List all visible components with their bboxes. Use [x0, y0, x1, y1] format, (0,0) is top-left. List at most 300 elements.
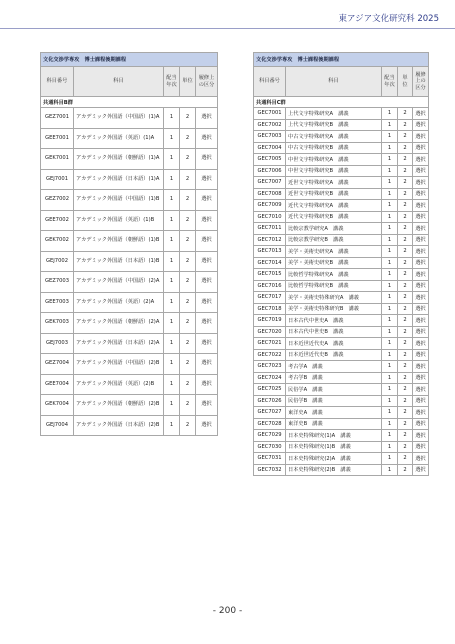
cell-code: GEC7007	[254, 177, 286, 189]
cell-eval: 選択	[413, 257, 429, 269]
table-row	[254, 119, 429, 131]
cell-eval: 選択	[413, 119, 429, 131]
cell-year: 1	[382, 303, 398, 315]
cell-eval: 選択	[413, 441, 429, 453]
cell-eval: 選択	[196, 354, 218, 375]
cell-credits: 2	[180, 292, 196, 313]
cell-year: 1	[164, 354, 180, 375]
cell-year: 1	[382, 453, 398, 465]
cell-code: GEC7018	[254, 303, 286, 315]
cell-year: 1	[382, 108, 398, 120]
cell-course-name: 美学・美術史特殊研究B 講義	[286, 303, 382, 315]
cell-code: GEC7012	[254, 234, 286, 246]
page-number: - 200 -	[212, 606, 243, 616]
cell-course-name: アカデミック外国語（日本語）(1)A	[74, 169, 164, 190]
cell-eval: 選択	[413, 464, 429, 476]
cell-course-name: アカデミック外国語（中国語）(2)B	[74, 354, 164, 375]
col-header-year: 配当年次	[164, 67, 180, 97]
cell-course-name: 比較宗教学研究A 講義	[286, 223, 382, 235]
table-row	[254, 430, 429, 442]
cell-code: GEC7014	[254, 257, 286, 269]
cell-year: 1	[382, 154, 398, 166]
cell-year: 1	[382, 292, 398, 304]
cell-course-name: 東洋史A 講義	[286, 407, 382, 419]
table-row	[41, 354, 218, 375]
cell-year: 1	[164, 190, 180, 211]
cell-eval: 選択	[413, 418, 429, 430]
cell-course-name: 中古文字特殊研究A 講義	[286, 131, 382, 143]
cell-year: 1	[164, 169, 180, 190]
cell-eval: 選択	[413, 211, 429, 223]
cell-eval: 選択	[413, 349, 429, 361]
cell-year: 1	[382, 338, 398, 350]
cell-code: GEZ7003	[41, 272, 74, 293]
cell-code: GEC7001	[254, 108, 286, 120]
cell-year: 1	[164, 210, 180, 231]
left-table-body	[41, 53, 218, 436]
cell-year: 1	[382, 142, 398, 154]
table-row	[41, 128, 218, 149]
cell-credits: 2	[180, 190, 196, 211]
cell-code: GEJ7003	[41, 333, 74, 354]
cell-year: 1	[382, 349, 398, 361]
cell-course-name: 中古文字特殊研究B 講義	[286, 142, 382, 154]
cell-year: 1	[164, 231, 180, 252]
cell-eval: 選択	[413, 292, 429, 304]
cell-course-name: 考古学B 講義	[286, 372, 382, 384]
cell-code: GEC7024	[254, 372, 286, 384]
col-header-name: 科目	[74, 67, 164, 97]
cell-credits: 2	[180, 128, 196, 149]
cell-eval: 選択	[413, 200, 429, 212]
cell-year: 1	[164, 272, 180, 293]
table-row	[41, 313, 218, 334]
cell-code: GEC7016	[254, 280, 286, 292]
table-header-row	[41, 67, 218, 97]
cell-eval: 選択	[413, 165, 429, 177]
cell-eval: 選択	[196, 210, 218, 231]
cell-course-name: 近代文字特殊研究B 講義	[286, 211, 382, 223]
table-row	[41, 169, 218, 190]
cell-credits: 2	[398, 269, 413, 281]
table-row	[254, 280, 429, 292]
col-header-eval: 履修上の区分	[196, 67, 218, 97]
col-header-year: 配当年次	[382, 67, 398, 97]
cell-course-name: 日本近世近代史B 講義	[286, 349, 382, 361]
cell-course-name: 近世文字特殊研究A 講義	[286, 177, 382, 189]
cell-code: GEE7002	[41, 210, 74, 231]
cell-course-name: アカデミック外国語（中国語）(2)A	[74, 272, 164, 293]
table-header-row	[254, 67, 429, 97]
cell-course-name: 民俗学B 講義	[286, 395, 382, 407]
col-header-code: 科目番号	[254, 67, 286, 97]
cell-code: GEC7028	[254, 418, 286, 430]
cell-code: GEC7026	[254, 395, 286, 407]
cell-eval: 選択	[413, 395, 429, 407]
cell-credits: 2	[398, 119, 413, 131]
cell-code: GEC7002	[254, 119, 286, 131]
cell-code: GEC7020	[254, 326, 286, 338]
table-row	[41, 149, 218, 170]
table-caption: 文化交渉学専攻 博士課程後期課程	[41, 53, 218, 67]
cell-eval: 選択	[413, 269, 429, 281]
cell-eval: 選択	[413, 142, 429, 154]
cell-year: 1	[382, 326, 398, 338]
cell-course-name: アカデミック外国語（朝鮮語）(1)B	[74, 231, 164, 252]
cell-course-name: アカデミック外国語（朝鮮語）(1)A	[74, 149, 164, 170]
cell-year: 1	[164, 108, 180, 129]
cell-course-name: アカデミック外国語（朝鮮語）(2)B	[74, 395, 164, 416]
cell-code: GEZ7002	[41, 190, 74, 211]
cell-course-name: 日本史特殊研究(1)B 講義	[286, 441, 382, 453]
table-caption-row	[41, 53, 218, 67]
table-row	[41, 292, 218, 313]
cell-course-name: 日本史特殊研究(2)A 講義	[286, 453, 382, 465]
col-header-credits: 単位	[398, 67, 413, 97]
cell-year: 1	[164, 149, 180, 170]
cell-code: GEC7030	[254, 441, 286, 453]
cell-credits: 2	[180, 333, 196, 354]
cell-year: 1	[382, 246, 398, 258]
table-row	[254, 154, 429, 166]
cell-eval: 選択	[413, 453, 429, 465]
cell-year: 1	[164, 333, 180, 354]
cell-credits: 2	[398, 200, 413, 212]
table-row	[254, 303, 429, 315]
cell-credits: 2	[180, 149, 196, 170]
cell-year: 1	[382, 361, 398, 373]
cell-credits: 2	[398, 384, 413, 396]
cell-course-name: 考古学A 講義	[286, 361, 382, 373]
table-row	[41, 272, 218, 293]
cell-year: 1	[164, 251, 180, 272]
cell-code: GEJ7004	[41, 415, 74, 436]
cell-credits: 2	[398, 131, 413, 143]
cell-eval: 選択	[196, 313, 218, 334]
cell-course-name: アカデミック外国語（日本語）(2)B	[74, 415, 164, 436]
col-header-name: 科目	[286, 67, 382, 97]
group-label: 共通科目C群	[254, 97, 429, 108]
table-row	[254, 326, 429, 338]
cell-year: 1	[382, 407, 398, 419]
cell-code: GEE7004	[41, 374, 74, 395]
cell-code: GEJ7001	[41, 169, 74, 190]
cell-code: GEC7015	[254, 269, 286, 281]
table-row	[254, 211, 429, 223]
table-row	[254, 407, 429, 419]
cell-credits: 2	[180, 313, 196, 334]
table-row	[254, 338, 429, 350]
cell-code: GEC7010	[254, 211, 286, 223]
table-row	[41, 231, 218, 252]
cell-eval: 選択	[413, 361, 429, 373]
cell-credits: 2	[398, 108, 413, 120]
cell-course-name: 中世文字特殊研究A 講義	[286, 154, 382, 166]
cell-course-name: 日本史特殊研究(2)B 講義	[286, 464, 382, 476]
cell-year: 1	[382, 200, 398, 212]
table-row	[254, 349, 429, 361]
cell-code: GEJ7002	[41, 251, 74, 272]
cell-code: GEC7029	[254, 430, 286, 442]
cell-course-name: アカデミック外国語（中国語）(1)B	[74, 190, 164, 211]
cell-year: 1	[382, 395, 398, 407]
cell-eval: 選択	[196, 190, 218, 211]
cell-eval: 選択	[196, 395, 218, 416]
table-row	[254, 165, 429, 177]
cell-year: 1	[382, 441, 398, 453]
cell-code: GEC7021	[254, 338, 286, 350]
cell-course-name: アカデミック外国語（英語）(1)A	[74, 128, 164, 149]
cell-eval: 選択	[413, 246, 429, 258]
cell-eval: 選択	[196, 251, 218, 272]
cell-course-name: 美学・美術史研究A 講義	[286, 246, 382, 258]
table-row	[254, 257, 429, 269]
cell-code: GEE7003	[41, 292, 74, 313]
cell-eval: 選択	[413, 430, 429, 442]
header-title: 東アジア文化研究科 2025	[338, 14, 439, 24]
cell-year: 1	[382, 257, 398, 269]
table-row	[254, 200, 429, 212]
cell-year: 1	[382, 234, 398, 246]
cell-eval: 選択	[413, 108, 429, 120]
cell-credits: 2	[398, 211, 413, 223]
cell-credits: 2	[398, 223, 413, 235]
cell-credits: 2	[398, 142, 413, 154]
table-row	[254, 315, 429, 327]
cell-course-name: 日本古代中世史B 講義	[286, 326, 382, 338]
cell-credits: 2	[398, 292, 413, 304]
cell-year: 1	[164, 374, 180, 395]
cell-year: 1	[382, 211, 398, 223]
cell-code: GEK7003	[41, 313, 74, 334]
cell-year: 1	[382, 269, 398, 281]
cell-credits: 2	[398, 234, 413, 246]
cell-credits: 2	[180, 272, 196, 293]
cell-credits: 2	[398, 453, 413, 465]
table-row	[254, 292, 429, 304]
cell-eval: 選択	[413, 177, 429, 189]
table-row	[254, 453, 429, 465]
cell-code: GEC7032	[254, 464, 286, 476]
curriculum-table-left	[40, 52, 218, 436]
cell-course-name: 比較哲学特殊研究B 講義	[286, 280, 382, 292]
table-row	[254, 361, 429, 373]
cell-credits: 2	[398, 257, 413, 269]
table-row	[254, 234, 429, 246]
cell-year: 1	[382, 165, 398, 177]
table-row	[254, 269, 429, 281]
cell-course-name: 上代文字特殊研究B 講義	[286, 119, 382, 131]
table-row	[41, 251, 218, 272]
cell-code: GEK7004	[41, 395, 74, 416]
cell-code: GEZ7001	[41, 108, 74, 129]
cell-course-name: 上代文字特殊研究A 講義	[286, 108, 382, 120]
cell-credits: 2	[398, 326, 413, 338]
cell-eval: 選択	[413, 131, 429, 143]
cell-credits: 2	[398, 165, 413, 177]
table-row	[254, 131, 429, 143]
cell-eval: 選択	[413, 407, 429, 419]
cell-eval: 選択	[413, 315, 429, 327]
table-row	[254, 418, 429, 430]
col-header-credits: 単位	[180, 67, 196, 97]
cell-course-name: 美学・美術史研究B 講義	[286, 257, 382, 269]
cell-year: 1	[382, 464, 398, 476]
cell-eval: 選択	[413, 154, 429, 166]
cell-code: GEC7009	[254, 200, 286, 212]
cell-course-name: 日本史特殊研究(1)A 講義	[286, 430, 382, 442]
cell-eval: 選択	[196, 128, 218, 149]
cell-year: 1	[382, 177, 398, 189]
cell-eval: 選択	[196, 108, 218, 129]
cell-course-name: アカデミック外国語（日本語）(1)B	[74, 251, 164, 272]
cell-course-name: 民俗学A 講義	[286, 384, 382, 396]
cell-eval: 選択	[413, 280, 429, 292]
cell-eval: 選択	[196, 169, 218, 190]
table-row	[41, 374, 218, 395]
cell-course-name: 近代文字特殊研究A 講義	[286, 200, 382, 212]
cell-eval: 選択	[413, 372, 429, 384]
cell-credits: 2	[398, 338, 413, 350]
cell-credits: 2	[398, 464, 413, 476]
cell-course-name: アカデミック外国語（朝鮮語）(2)A	[74, 313, 164, 334]
cell-course-name: アカデミック外国語（英語）(2)A	[74, 292, 164, 313]
cell-credits: 2	[398, 418, 413, 430]
cell-credits: 2	[180, 415, 196, 436]
cell-code: GEE7001	[41, 128, 74, 149]
cell-year: 1	[382, 372, 398, 384]
col-header-eval: 履修上の区分	[413, 67, 429, 97]
cell-code: GEC7013	[254, 246, 286, 258]
col-header-code: 科目番号	[41, 67, 74, 97]
group-row	[254, 97, 429, 108]
cell-code: GEC7019	[254, 315, 286, 327]
cell-credits: 2	[398, 430, 413, 442]
cell-year: 1	[164, 128, 180, 149]
header-rule	[0, 28, 455, 29]
table-row	[254, 384, 429, 396]
table-row	[41, 190, 218, 211]
cell-credits: 2	[398, 372, 413, 384]
cell-credits: 2	[180, 251, 196, 272]
cell-credits: 2	[180, 395, 196, 416]
cell-eval: 選択	[196, 231, 218, 252]
table-row	[254, 177, 429, 189]
cell-code: GEC7011	[254, 223, 286, 235]
cell-course-name: 日本古代中世史A 講義	[286, 315, 382, 327]
table-row	[254, 395, 429, 407]
cell-credits: 2	[398, 407, 413, 419]
cell-code: GEC7023	[254, 361, 286, 373]
table-row	[254, 188, 429, 200]
cell-course-name: 比較哲学特殊研究A 講義	[286, 269, 382, 281]
cell-course-name: アカデミック外国語（英語）(2)B	[74, 374, 164, 395]
cell-course-name: アカデミック外国語（日本語）(2)A	[74, 333, 164, 354]
cell-credits: 2	[398, 177, 413, 189]
table-row	[41, 415, 218, 436]
cell-credits: 2	[398, 303, 413, 315]
table-row	[41, 108, 218, 129]
cell-course-name: アカデミック外国語（英語）(1)B	[74, 210, 164, 231]
table-row	[254, 223, 429, 235]
table-row	[41, 333, 218, 354]
cell-year: 1	[382, 223, 398, 235]
table-row	[254, 441, 429, 453]
cell-code: GEC7027	[254, 407, 286, 419]
cell-course-name: 近世文字特殊研究B 講義	[286, 188, 382, 200]
cell-course-name: アカデミック外国語（中国語）(1)A	[74, 108, 164, 129]
cell-eval: 選択	[196, 292, 218, 313]
cell-year: 1	[382, 188, 398, 200]
cell-eval: 選択	[413, 384, 429, 396]
cell-eval: 選択	[413, 188, 429, 200]
cell-year: 1	[382, 430, 398, 442]
cell-course-name: 比較宗教学研究B 講義	[286, 234, 382, 246]
group-label: 共通科目B群	[41, 97, 218, 108]
cell-credits: 2	[398, 154, 413, 166]
cell-credits: 2	[398, 441, 413, 453]
cell-credits: 2	[398, 395, 413, 407]
cell-code: GEC7025	[254, 384, 286, 396]
cell-credits: 2	[398, 246, 413, 258]
cell-code: GEZ7004	[41, 354, 74, 375]
cell-code: GEC7008	[254, 188, 286, 200]
group-row	[41, 97, 218, 108]
cell-credits: 2	[180, 108, 196, 129]
cell-credits: 2	[180, 374, 196, 395]
cell-credits: 2	[398, 315, 413, 327]
cell-code: GEC7031	[254, 453, 286, 465]
cell-year: 1	[382, 119, 398, 131]
table-caption-row	[254, 53, 429, 67]
cell-eval: 選択	[413, 326, 429, 338]
cell-credits: 2	[180, 354, 196, 375]
cell-eval: 選択	[413, 234, 429, 246]
cell-code: GEC7005	[254, 154, 286, 166]
table-row	[254, 464, 429, 476]
table-caption: 文化交渉学専攻 博士課程後期課程	[254, 53, 429, 67]
cell-eval: 選択	[196, 333, 218, 354]
cell-course-name: 中世文字特殊研究B 講義	[286, 165, 382, 177]
table-row	[254, 142, 429, 154]
table-row	[41, 395, 218, 416]
table-row	[41, 210, 218, 231]
cell-credits: 2	[398, 280, 413, 292]
cell-year: 1	[382, 315, 398, 327]
cell-eval: 選択	[196, 149, 218, 170]
cell-eval: 選択	[413, 303, 429, 315]
cell-credits: 2	[180, 231, 196, 252]
cell-year: 1	[164, 395, 180, 416]
cell-code: GEK7001	[41, 149, 74, 170]
cell-credits: 2	[180, 169, 196, 190]
cell-credits: 2	[398, 349, 413, 361]
cell-year: 1	[164, 313, 180, 334]
cell-eval: 選択	[413, 338, 429, 350]
cell-credits: 2	[180, 210, 196, 231]
table-row	[254, 246, 429, 258]
cell-eval: 選択	[413, 223, 429, 235]
cell-eval: 選択	[196, 374, 218, 395]
cell-code: GEC7006	[254, 165, 286, 177]
cell-year: 1	[382, 418, 398, 430]
cell-code: GEC7017	[254, 292, 286, 304]
cell-year: 1	[164, 292, 180, 313]
cell-year: 1	[164, 415, 180, 436]
cell-code: GEC7004	[254, 142, 286, 154]
cell-course-name: 美学・美術史特殊研究A 講義	[286, 292, 382, 304]
cell-course-name: 日本近世近代史A 講義	[286, 338, 382, 350]
